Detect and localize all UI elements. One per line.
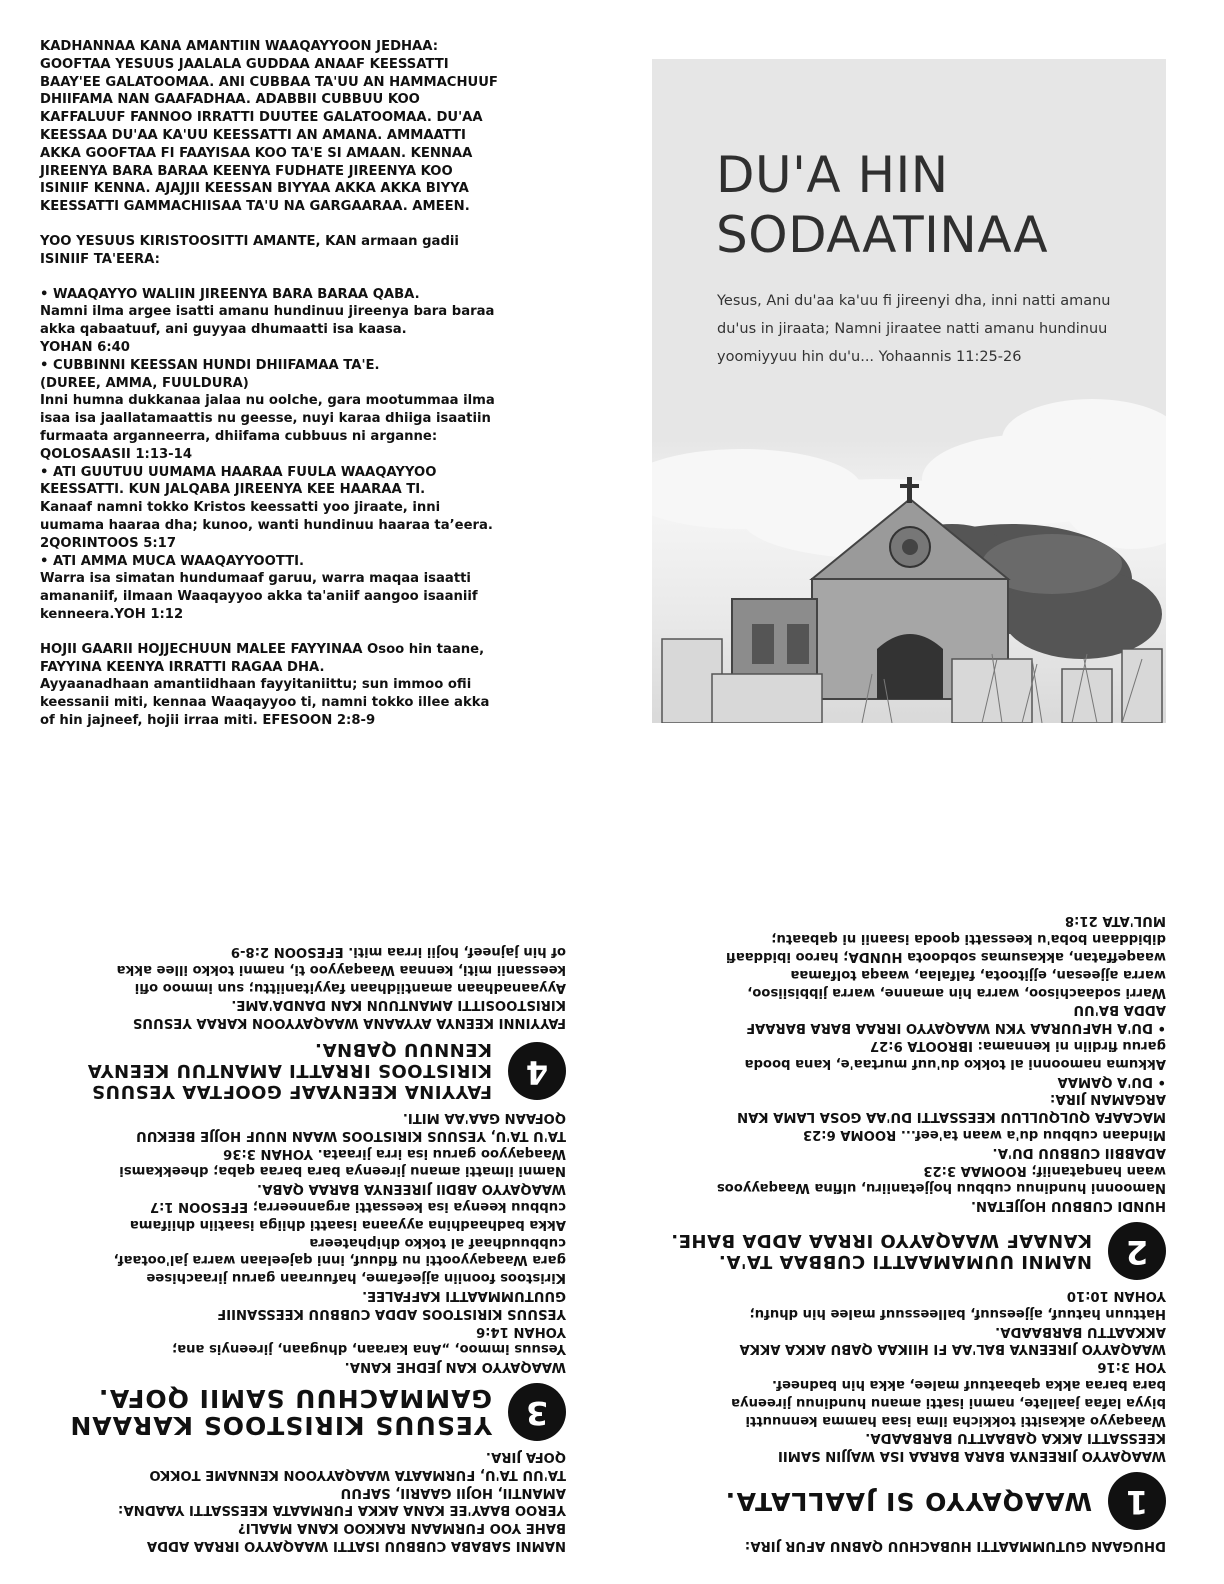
section-4-body: FAYYINNI KEENYA AYYAANA WAAQAYYOON KARAA YESUUS KIRISTOOSITTI AMANTUUN KAN DANDA'AME. Ayyaanadhaan amantiidhaan fayyitaniittu; sun immoo ofii keessanii miti, kennaa Waaqayyoo ti, namni tokko illee akka of hin jajneef, hojii irraa miti. EFESOON 2:8-9 [116,944,566,1031]
section-1-number: 1 [1108,1472,1166,1530]
section-1-title: WAAQAYYO SI JAALLATA. [724,1486,1092,1516]
closing-text: HOJII GAARII HOJJECHUUN MALEE FAYYINAA Osoo hin taane, FAYYINA KEENYA IRRATTI RAGAA DHA. Ayyaanadhaan amantiidhaan fayyitaniittu; sun immoo ofii keessanii miti, kennaa Waaqayyoo ti, namni tokko illee akka of hin jajneef, hojii irraa miti. EFESOON 2:8-9 [40,641,490,728]
section-4-title: FAYYINA KEENYAAF GOOFTAA YESUUS KIRISTOOS IRRATTI AMANTUU KEENYA KENNUU QABNA. [87,1039,492,1103]
section-4-number: 4 [508,1042,566,1100]
intro-text: YOO YESUUS KIRISTOOSITTI AMANTE, KAN armaan gadii ISINIIF TA'EERA: [40,233,459,267]
prayer-panel [40,38,580,730]
section-2-title: NAMNI UUMAMAATTI CUBBAA TA'A. KANAAF WAAQAYYO IRRAA ADDA BAHE. [670,1230,1092,1273]
section-3-heading [46,1383,566,1441]
solution-panel [46,942,566,1554]
cover-title: DU'A HIN SODAATINAA [716,146,1049,264]
cover-verse: Yesus, Ani du'aa ka'uu fi jireenyi dha, inni natti amanu du'us in jiraata; Namni jiraatee natti amanu hundinuu yoomiyyuu hin du'u... Yohaannis 11:25-26 [717,293,1111,365]
four-truths-intro: DHUGAAN GUTUMMAATTI HUBACHUU QABNU AFUR JIRA: [744,1538,1166,1553]
solution-intro: NAMNI SABABA CUBBUU ISATTI WAAQAYYO IRRAA ADDA BAHE YOO FURMAAN RAKKOO KANA MAALI? YEROO BAAY'EE KANA AKKA FURMAATA KEESSATTI YAADNA: AMANTII, HOJII GAARII, SAFUU TA'UU TA'U, FURMAATA WAAQAYYOON KENNAME TOKKO QOFA JIRA. [118,1449,566,1553]
salvation-prayer: KADHANNAA KANA AMANTIIN WAAQAYYOON JEDHAA: GOOFTAA YESUUS JAALALA GUDDAA ANAAF KEESSATTI BAAY'EE GALATOOMAA. ANI CUBBAA TA'UU AN HAMMACHUUF DHIIFAMA NAN GAAFADHAA. ADABBII CUBBUU KOO KAFFALUUF FANNOO IRRATTI DUUTEE GALATOOMAA. DU'AA KEESSAA DU'AA KA'UU KEESSATTI AN AMANA. AMMAATTI AKKA GOOFTAA FI FAAYISAA KOO TA'E SI AMAAN. KENNAA JIREENYA BARA BARAA KEENYA FUDHATE JIREENYA KOO ISINIIF KENNA. AJAJJII KEESSAN BIYYAA AKKA AKKA BIYYA KEESSATTI GAMMACHIISAA TA'U NA GARGAARAA. AMEEN. [40,39,498,215]
inverted-panels [0,792,1224,1584]
section-3-number: 3 [508,1383,566,1441]
section-3-body: WAAQAYYO KAN JEDHE KANA. Yesuus immoo, „Ana karaan, dhugaan, jireenyis ana; YOHAN 14:6 YESUUS KIRISTOOS ADDA CUBBUU KEESSANIIF GUUTUMMAATTI KAFFALEE. Kiristoos fooniin ajjeefame, hafuuraan garuu jiraachisee gara Waaqayyootti nu fiduuf, inni qajeelaan warra jal'ootaaf, cubbuudhaaf al tokko dhiphateera Akka badhaadhina ayyaana isaatti dhiiga isaatiin dhiifama cubbuu keenya isa keessatti arganneerra; EFESOON 1:7 WAAQAYYO ABDII JIREENYA BARAA QABA. Namni ilmatti amanu jireenya bara baraa qaba; dheekkamsi Waaqayyoo garuu isa irra jiraata. YOHAN 3:36 TA'U TA'U, YESUUS KIRISTOOS WAAN NUUF HOJJE BEEKUU QOFAAN GAA'AA MITI. [113,1110,566,1375]
four-truths-panel [646,912,1166,1554]
promise-points: • WAAQAYYO WALIIN JIREENYA BARA BARAA QABA. Namni ilma argee isatti amanu hundinuu jireenya bara baraa akka qabaatuuf, ani guyyaa dhumaatti isa kaasa. YOHAN 6:40 • CUBBINNI KEESSAN HUNDI DHIIFAMAA TA'E. (DUREE, AMMA, FUULDURA) Inni humna dukkanaa jalaa nu oolche, gara mootummaa ilma isaa isa jaallatamaattis nu geesse, nuyi karaa dhiiga isaatiin furmaata arganneerra, dhiifama cubbuus ni arganne: QOLOSAASII 1:13-14 • ATI GUUTUU UUMAMA HAARAA FUULA WAAQAYYOO KEESSATTI. KUN JALQABA JIREENYA KEE HAARAA TI. Kanaaf namni tokko Kristos keessatti yoo jiraate, inni uumama haaraa dha; kunoo, wanti hundinuu haaraa ta’eera. 2QORINTOOS 5:17 • ATI AMMA MUCA WAAQAYYOOTTI. Warra isa simatan hundumaaf garuu, warra maqaa isaatti amananiif, ilmaan Waaqayyoo akka ta'aniif aangoo isaaniif kenneera.YOH 1:12 [40,286,495,622]
section-3-title: YESUUS KIRISTOOS KARAAN GAMMACHUU SAMII QOFA. [69,1384,492,1441]
section-1-heading [646,1472,1166,1530]
section-2-heading [646,1222,1166,1280]
section-4-heading [46,1039,566,1102]
section-2-number: 2 [1108,1222,1166,1280]
cover-panel [652,59,1166,723]
section-2-body: HUNDI CUBBUU HOJJETAN. Namoonni hundinuu cubbuu hojjetaniiru, ulfina Waaqayyoos waan hanqataniif; ROOMAA 3:23 ADABBII CUBBUU DU'A. Mindaan cubbuu du'a waan ta'eef... ROOMA 6:23 MACAAFA QULQULLUU KEESSATTI DU'AA GOSA LAMA KAN ARGAMAN JIRA: • DU'A QAMAA Akkuma namoonni al tokko du'uuf murtaa'e, kana booda garuu firdiin ni kennama: IBROOTA 9:27 • DU'A HAFUURAA YKN WAAQAYYO IRRAA BARA BARAAF ADDA BA'UU Warri sodaachisoo, warra hin amanne, warra jibbisiisoo, warra ajjeesan, ejjitoota, falfalaa, waaqa tolfamaa waaqeffatan, akkasumas sobdoota HUNDA; haroo ibiddaafi dibiddaan boba'u keessatti qooda isaanii ni qabaatu; MUL'ATA 21:8 [716,913,1166,1214]
section-1-body: WAAQAYYO JIREENYA BARA BARAA ISA WAJJIN SAMII KEESSATTI AKKA QABAATTU BARBAADA. Waaqayyo akkasitti tokkicha ilma isaa hamma kennuutti biyya lafaa jaallate, namni isatti amanu hundinuu jireenya bara baraa akka qabaatuuf malee, akka hin badneef. YOH 3:16 WAAQAYYO JIREENYA BAL'AA FI HIIKAA QABU AKKA AKKA AKKAATTU BARBAADA. Hattuun hatuuf, ajjeesuuf, balleessuuf malee hin dhufu; YOHAN 10:10 [731,1288,1166,1464]
